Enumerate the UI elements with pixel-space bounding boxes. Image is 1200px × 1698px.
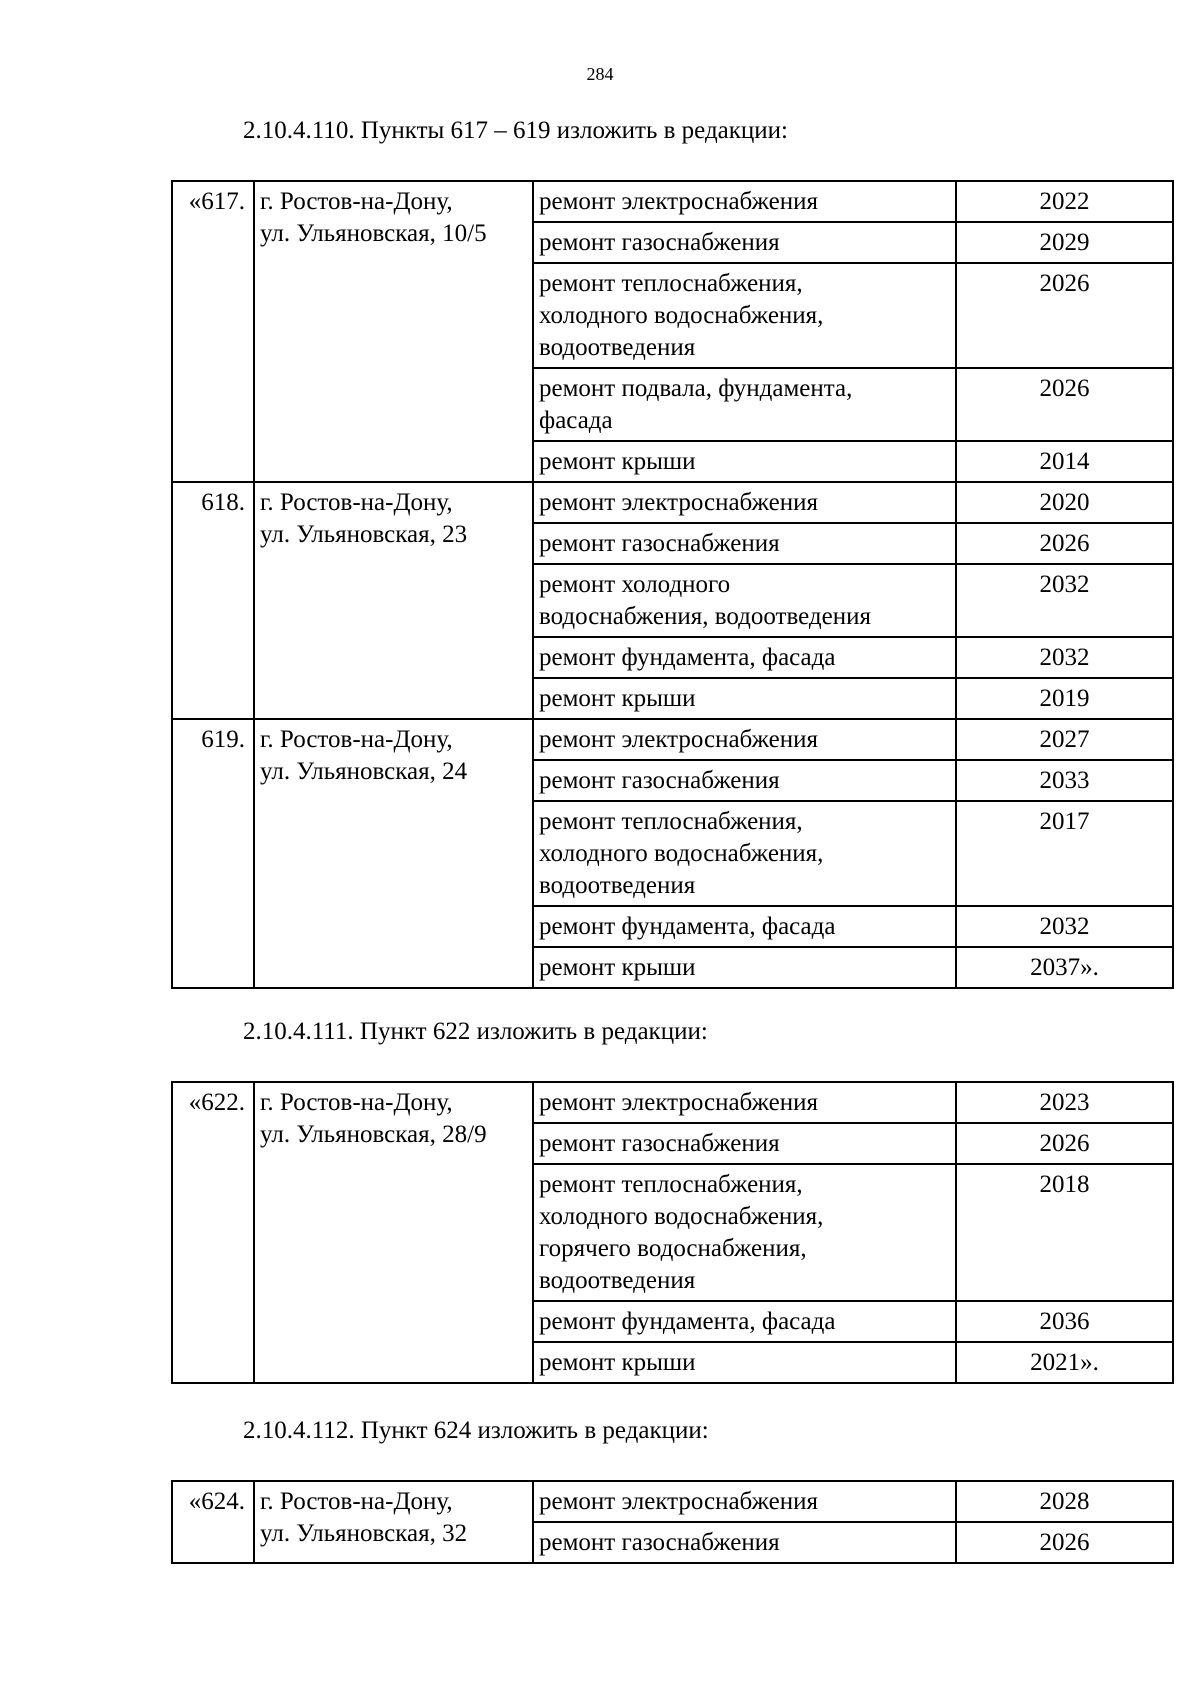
address-line: г. Ростов-на-Дону, [260, 726, 453, 753]
work-year: 2026 [956, 523, 1173, 564]
work-year: 2022 [956, 181, 1173, 222]
address-line: г. Ростов-на-Дону, [260, 188, 453, 215]
items-table [171, 180, 1174, 989]
table-row [172, 1481, 1173, 1522]
item-number: «622. [172, 1082, 254, 1383]
work-year: 2029 [956, 222, 1173, 263]
work-type-line: холодного водоснабжения, [539, 302, 824, 329]
work-year: 2028 [956, 1481, 1173, 1522]
work-type-line: ремонт крыши [539, 448, 696, 475]
work-year: 2027 [956, 719, 1173, 760]
item-address [254, 181, 533, 482]
work-type [533, 719, 956, 760]
work-type-line: ремонт крыши [539, 1349, 696, 1376]
work-type [533, 564, 956, 637]
work-type-line: ремонт фундамента, фасада [539, 1308, 836, 1335]
work-type-line: ремонт крыши [539, 685, 696, 712]
clause-heading: 2.10.4.111. Пункт 622 изложить в редакции: [243, 1018, 708, 1045]
work-year: 2033 [956, 760, 1173, 801]
work-type-line: ремонт электроснабжения [539, 1089, 818, 1116]
work-type-line: водоотведения [539, 872, 696, 899]
work-year: 2026 [956, 263, 1173, 368]
address-line: ул. Ульяновская, 24 [260, 758, 468, 785]
address-line: г. Ростов-на-Дону, [260, 1488, 453, 1515]
work-type-line: ремонт газоснабжения [539, 530, 780, 557]
work-type [533, 1481, 956, 1522]
work-type-line: водоотведения [539, 1267, 696, 1294]
work-year: 2017 [956, 801, 1173, 906]
clause-heading: 2.10.4.110. Пункты 617 – 619 изложить в редакции: [243, 117, 788, 144]
work-year: 2014 [956, 441, 1173, 482]
work-year: 2026 [956, 1522, 1173, 1563]
work-type-line: ремонт теплоснабжения, [539, 1171, 803, 1198]
items-table [171, 1081, 1174, 1384]
page-number: 284 [586, 64, 614, 84]
work-type [533, 222, 956, 263]
work-type [533, 1522, 956, 1563]
work-year: 2026 [956, 1123, 1173, 1164]
work-year: 2021». [956, 1342, 1173, 1383]
item-address [254, 1481, 533, 1563]
work-type-line: ремонт электроснабжения [539, 1488, 818, 1515]
work-type-line: ремонт электроснабжения [539, 726, 818, 753]
work-type [533, 801, 956, 906]
work-type [533, 906, 956, 947]
work-type [533, 368, 956, 441]
work-type-line: ремонт фундамента, фасада [539, 913, 836, 940]
address-line: г. Ростов-на-Дону, [260, 1089, 453, 1116]
work-type-line: ремонт фундамента, фасада [539, 644, 836, 671]
work-year: 2020 [956, 482, 1173, 523]
work-type [533, 1301, 956, 1342]
item-number: 618. [172, 482, 254, 719]
work-type-line: ремонт газоснабжения [539, 229, 780, 256]
item-number: «624. [172, 1481, 254, 1563]
work-year: 2018 [956, 1164, 1173, 1301]
work-year: 2023 [956, 1082, 1173, 1123]
work-type-line: ремонт холодного [539, 571, 731, 598]
items-table [171, 1480, 1174, 1564]
work-type [533, 263, 956, 368]
work-type [533, 441, 956, 482]
work-type [533, 482, 956, 523]
item-address [254, 482, 533, 719]
address-line: ул. Ульяновская, 10/5 [260, 220, 487, 247]
work-type-line: ремонт электроснабжения [539, 489, 818, 516]
work-type [533, 523, 956, 564]
work-type [533, 1123, 956, 1164]
table-row [172, 1082, 1173, 1123]
work-type [533, 181, 956, 222]
table-row [172, 482, 1173, 523]
work-year: 2032 [956, 637, 1173, 678]
work-year: 2026 [956, 368, 1173, 441]
work-type-line: ремонт газоснабжения [539, 1130, 780, 1157]
work-type [533, 637, 956, 678]
work-type-line: ремонт газоснабжения [539, 767, 780, 794]
work-year: 2032 [956, 906, 1173, 947]
work-type-line: ремонт теплоснабжения, [539, 270, 803, 297]
work-type [533, 760, 956, 801]
work-type [533, 1082, 956, 1123]
item-address [254, 1082, 533, 1383]
item-number: «617. [172, 181, 254, 482]
table-row [172, 719, 1173, 760]
work-type-line: водоотведения [539, 334, 696, 361]
work-type-line: ремонт подвала, фундамента, [539, 375, 853, 402]
work-type-line: ремонт электроснабжения [539, 188, 818, 215]
work-year: 2037». [956, 947, 1173, 988]
work-type-line: холодного водоснабжения, [539, 1203, 824, 1230]
work-type-line: горячего водоснабжения, [539, 1235, 807, 1262]
work-year: 2032 [956, 564, 1173, 637]
work-type-line: холодного водоснабжения, [539, 840, 824, 867]
address-line: ул. Ульяновская, 23 [260, 521, 468, 548]
work-year: 2036 [956, 1301, 1173, 1342]
work-type-line: водоснабжения, водоотведения [539, 603, 871, 630]
address-line: г. Ростов-на-Дону, [260, 489, 453, 516]
address-line: ул. Ульяновская, 28/9 [260, 1121, 487, 1148]
address-line: ул. Ульяновская, 32 [260, 1520, 468, 1547]
work-type [533, 1164, 956, 1301]
work-type-line: ремонт газоснабжения [539, 1529, 780, 1556]
table-row [172, 181, 1173, 222]
clause-heading: 2.10.4.112. Пункт 624 изложить в редакции: [243, 1417, 709, 1444]
work-type-line: ремонт теплоснабжения, [539, 808, 803, 835]
work-type [533, 1342, 956, 1383]
item-number: 619. [172, 719, 254, 988]
work-type [533, 678, 956, 719]
work-type-line: ремонт крыши [539, 954, 696, 981]
work-type-line: фасада [539, 407, 613, 434]
work-year: 2019 [956, 678, 1173, 719]
work-type [533, 947, 956, 988]
item-address [254, 719, 533, 988]
